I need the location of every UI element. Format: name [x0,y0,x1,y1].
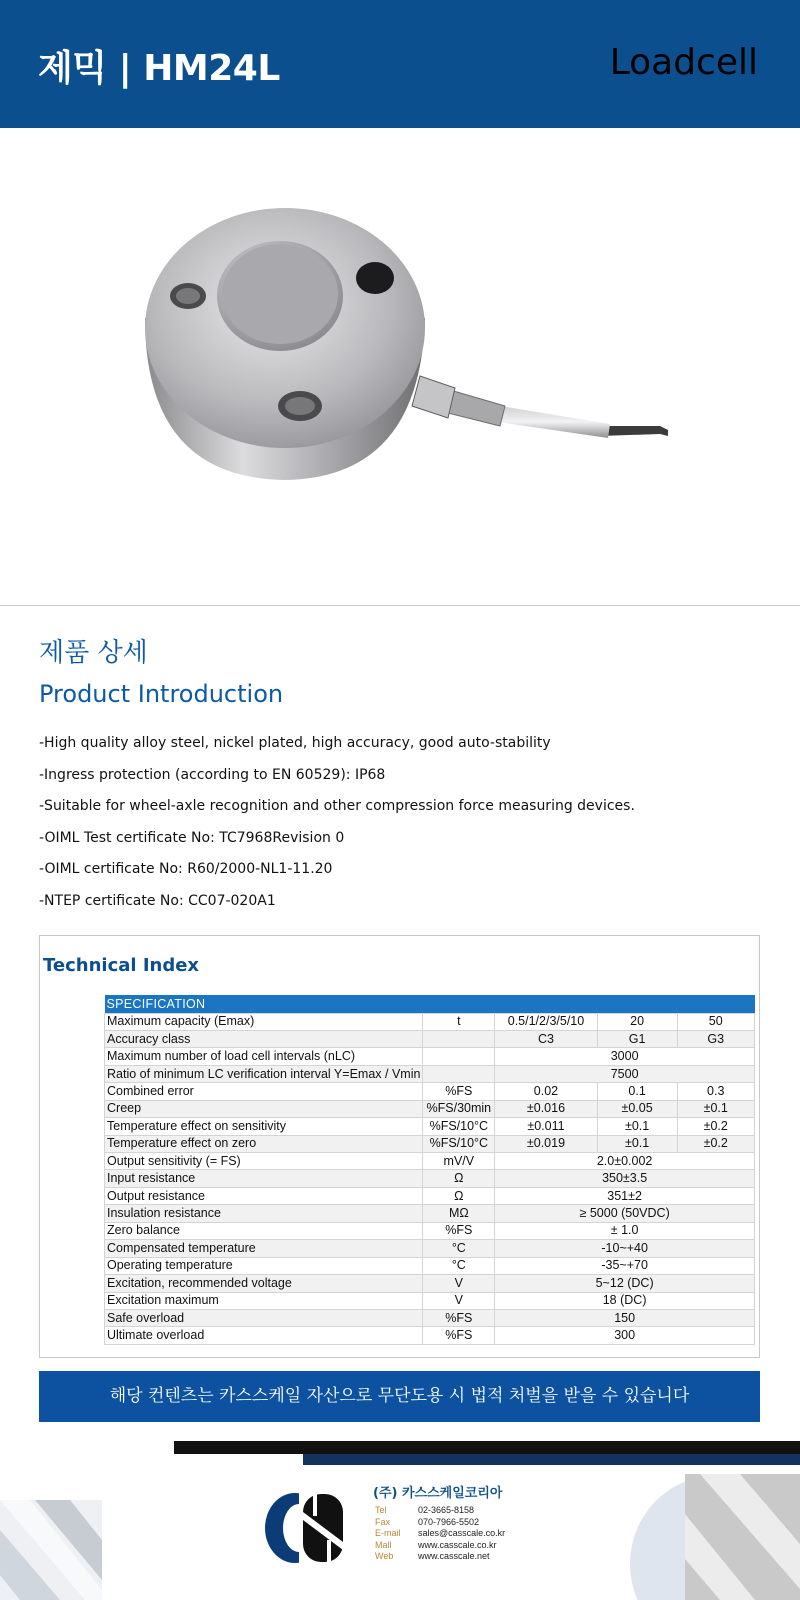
spec-parameter: Creep [105,1100,423,1117]
contact-row [375,1540,505,1552]
spec-value: 0.3 [677,1083,755,1100]
spec-value: 350±3.5 [495,1170,755,1187]
spec-unit: %FS/10°C [423,1135,495,1152]
company-name: (주) 카스스케일코리아 [373,1486,503,1501]
contact-row [375,1551,505,1563]
spec-row [105,1048,755,1065]
spec-value: 150 [495,1309,755,1326]
spec-value: ≥ 5000 (50VDC) [495,1205,755,1222]
feature-item: -Suitable for wheel-axle recognition and other compression force measuring devices. [39,798,635,815]
spec-value: 2.0±0.002 [495,1153,755,1170]
spec-row [105,1153,755,1170]
spec-parameter: Output resistance [105,1187,423,1204]
spec-parameter: Excitation maximum [105,1292,423,1309]
spec-parameter: Input resistance [105,1170,423,1187]
spec-value: 20 [597,1013,677,1030]
spec-value: ±0.011 [495,1118,597,1135]
feature-list [39,735,635,925]
spec-unit: %FS [423,1327,495,1344]
spec-unit: mV/V [423,1153,495,1170]
contact-row [375,1505,505,1517]
spec-value: ±0.1 [597,1118,677,1135]
specification-table [104,995,755,1345]
spec-parameter: Ratio of minimum LC verification interval Y=Emax / Vmin [105,1065,423,1082]
spec-row [105,1257,755,1274]
contact-value[interactable]: www.casscale.net [418,1551,490,1562]
spec-unit: t [423,1013,495,1030]
spec-unit: V [423,1292,495,1309]
contact-label: Tel [375,1505,387,1515]
specification-body [105,1013,755,1344]
spec-unit: %FS/30min [423,1100,495,1117]
spec-value: -10~+40 [495,1240,755,1257]
spec-parameter: Temperature effect on sensitivity [105,1118,423,1135]
spec-row [105,1187,755,1204]
spec-unit: °C [423,1240,495,1257]
spec-unit [423,1048,495,1065]
spec-unit: MΩ [423,1205,495,1222]
spec-value: G1 [597,1030,677,1047]
feature-item: -NTEP certificate No: CC07-020A1 [39,892,276,909]
spec-value: ±0.05 [597,1100,677,1117]
spec-row [105,1135,755,1152]
page-header [0,0,800,128]
spec-value: ±0.1 [677,1100,755,1117]
spec-value: C3 [495,1030,597,1047]
company-logo [265,1492,345,1564]
spec-row [105,1013,755,1030]
feature-item: -OIML certificate No: R60/2000-NL1-11.20 [39,861,333,878]
contact-row [375,1517,505,1529]
section-divider [0,605,800,606]
specification-header [105,995,755,1013]
technical-index-panel [39,935,760,1358]
spec-row [105,1205,755,1222]
product-category: Loadcell [609,42,758,83]
footer-bar-navy [303,1454,800,1465]
spec-parameter: Maximum number of load cell intervals (nLC) [105,1048,423,1065]
footer-bar-black [174,1441,800,1454]
spec-parameter: Safe overload [105,1309,423,1326]
spec-value: -35~+70 [495,1257,755,1274]
spec-unit [423,1065,495,1082]
spec-row [105,1222,755,1239]
spec-value: 5~12 (DC) [495,1275,755,1292]
section-heading-ko: 제품 상세 [39,638,148,668]
feature-item: -Ingress protection (according to EN 60529): IP68 [39,766,386,783]
spec-row [105,1327,755,1344]
spec-parameter: Temperature effect on zero [105,1135,423,1152]
footer-decoration-right [630,1474,800,1600]
spec-parameter: Accuracy class [105,1030,423,1047]
spec-row [105,1030,755,1047]
spec-value: G3 [677,1030,755,1047]
spec-value: 3000 [495,1048,755,1065]
spec-row [105,1083,755,1100]
spec-parameter: Combined error [105,1083,423,1100]
spec-value: ±0.2 [677,1135,755,1152]
contact-value: 02-3665-8158 [418,1505,475,1515]
spec-value: 0.5/1/2/3/5/10 [495,1013,597,1030]
contact-value[interactable]: sales@casscale.co.kr [418,1528,506,1539]
contact-value: 070-7966-5502 [418,1516,480,1527]
spec-parameter: Output sensitivity (= FS) [105,1153,423,1170]
spec-parameter: Operating temperature [105,1257,423,1274]
contact-row [375,1528,505,1540]
spec-value: ± 1.0 [495,1222,755,1239]
spec-row [105,1170,755,1187]
spec-value: 351±2 [495,1187,755,1204]
contact-label: Web [375,1551,394,1562]
spec-parameter: Excitation, recommended voltage [105,1275,423,1292]
spec-unit: Ω [423,1170,495,1187]
spec-row [105,1292,755,1309]
loadcell-image [0,128,800,606]
spec-parameter: Zero balance [105,1222,423,1239]
spec-row [105,1309,755,1326]
spec-unit [423,1030,495,1047]
contact-label: E-mail [375,1528,401,1539]
spec-value: 7500 [495,1065,755,1082]
spec-unit: %FS/10°C [423,1118,495,1135]
feature-item: -High quality alloy steel, nickel plated, high accuracy, good auto-stability [39,735,551,751]
product-title: 제믹 | HM24L [38,48,280,89]
specification-header-label: SPECIFICATION [105,995,755,1013]
spec-unit: %FS [423,1309,495,1326]
spec-value: ±0.019 [495,1135,597,1152]
spec-row [105,1275,755,1292]
spec-unit: Ω [423,1187,495,1204]
feature-item: -OIML Test certificate No: TC7968Revision 0 [39,829,345,846]
spec-value: 50 [677,1013,755,1030]
contact-info [375,1505,505,1563]
technical-index-title: Technical Index [43,955,200,976]
footer-decoration-left [0,1500,102,1600]
spec-parameter: Compensated temperature [105,1240,423,1257]
spec-parameter: Ultimate overload [105,1327,423,1344]
spec-value: 18 (DC) [495,1292,755,1309]
section-heading-en: Product Introduction [39,680,284,708]
spec-parameter: Insulation resistance [105,1205,423,1222]
spec-row [105,1065,755,1082]
spec-unit: V [423,1275,495,1292]
spec-value: 0.02 [495,1083,597,1100]
spec-value: 0.1 [597,1083,677,1100]
spec-value: ±0.1 [597,1135,677,1152]
contact-label: Mall [375,1539,392,1550]
spec-value: ±0.2 [677,1118,755,1135]
spec-parameter: Maximum capacity (Emax) [105,1013,423,1030]
spec-row [105,1118,755,1135]
contact-value[interactable]: www.casscale.co.kr [418,1539,497,1550]
spec-unit: °C [423,1257,495,1274]
copyright-notice: 해당 컨텐츠는 카스스케일 자산으로 무단도용 시 법적 처벌을 받을 수 있습니다 [39,1371,760,1422]
spec-unit: %FS [423,1222,495,1239]
spec-unit: %FS [423,1083,495,1100]
spec-value: 300 [495,1327,755,1344]
product-image [0,128,800,606]
contact-label: Fax [375,1516,391,1527]
spec-row [105,1100,755,1117]
spec-row [105,1240,755,1257]
spec-value: ±0.016 [495,1100,597,1117]
